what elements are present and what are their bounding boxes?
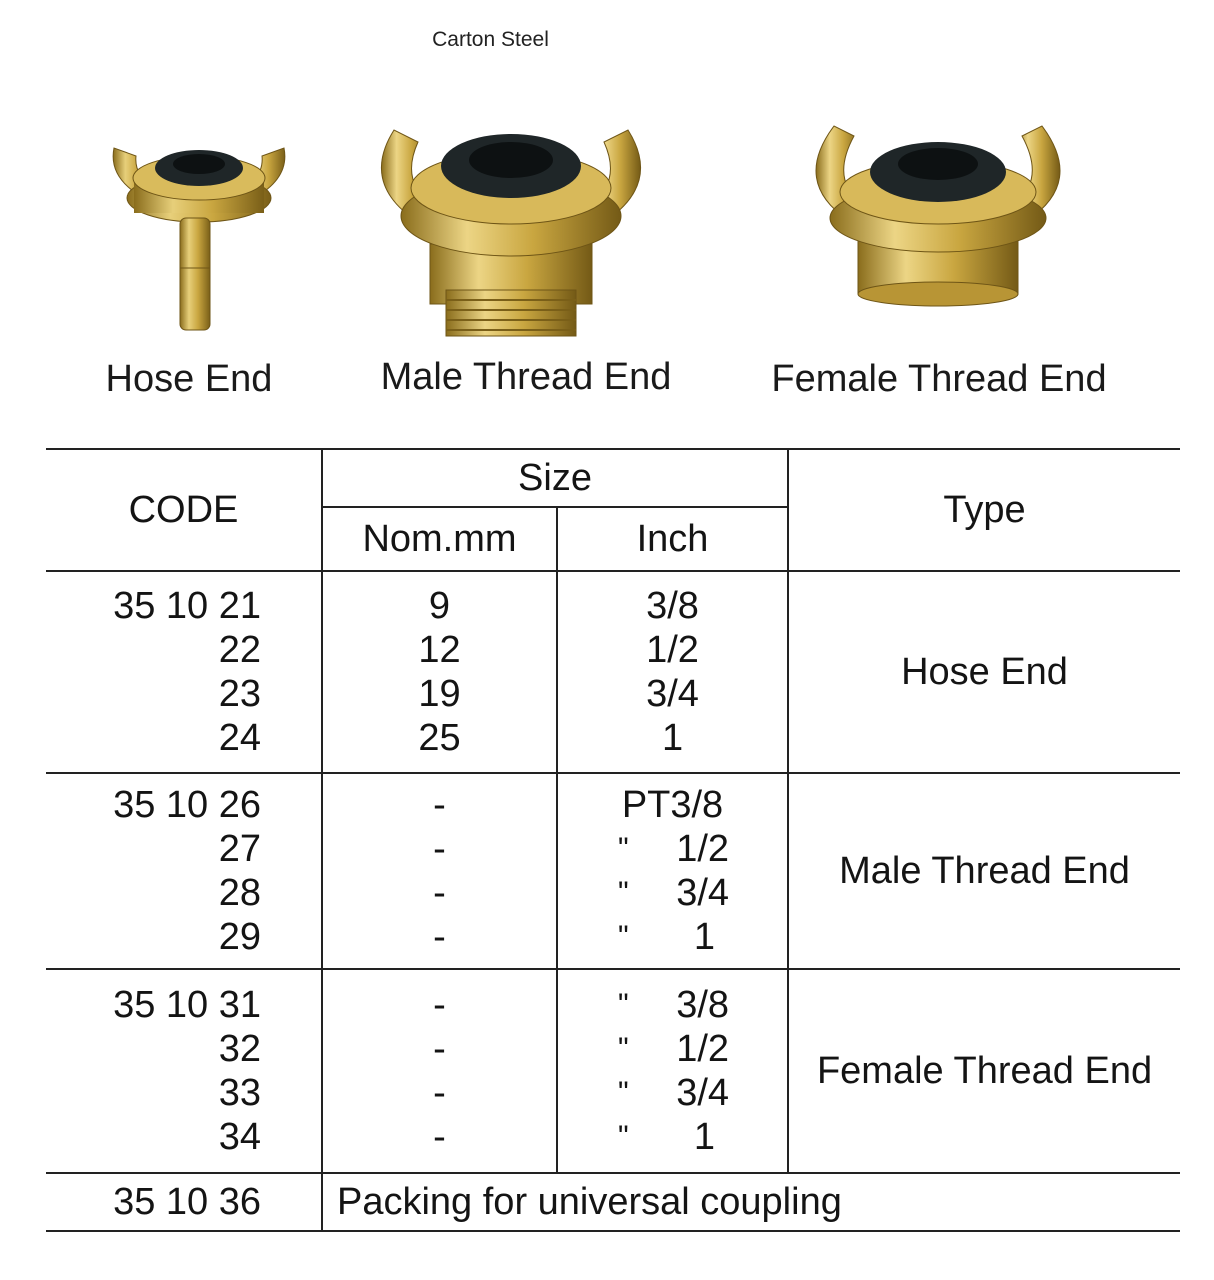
female-thread-label: Female Thread End (771, 358, 1107, 400)
inch-item (558, 1027, 787, 1071)
code-item: 29 (218, 916, 261, 958)
code-item: 35 10 31 (113, 984, 261, 1026)
code-item: 24 (218, 717, 261, 759)
header-code: CODE (46, 449, 322, 571)
inch-value: 1/2 (676, 1028, 730, 1070)
code-item: 35 10 36 (113, 1181, 261, 1223)
nom-mm-item: 25 (418, 717, 461, 759)
packing-code (46, 1173, 322, 1231)
code-list (46, 969, 322, 1173)
code-item: 33 (218, 1072, 261, 1114)
nom-mm-item: - (433, 872, 446, 914)
inch-value: 3/8 (676, 984, 730, 1026)
code-list (46, 773, 322, 969)
type-female-thread-end: Female Thread End (788, 969, 1180, 1173)
code-item: 32 (218, 1028, 261, 1070)
code-item: 35 10 21 (113, 585, 261, 627)
table-row-packing (46, 1173, 1180, 1231)
inch-list (557, 969, 788, 1173)
header-size: Size (322, 449, 788, 507)
type-hose-end: Hose End (788, 571, 1180, 773)
nom-mm-item: - (433, 1116, 446, 1158)
hose-end-label: Hose End (105, 358, 273, 400)
nom-mm-item: - (433, 1028, 446, 1070)
inch-value: 1/2 (676, 828, 730, 870)
header-nom-mm: Nom.mm (322, 507, 557, 571)
inch-value: 3/4 (676, 872, 730, 914)
code-item: 34 (218, 1116, 261, 1158)
nom-mm-item: - (433, 784, 446, 826)
ditto-mark: " (618, 920, 629, 953)
inch-list (557, 571, 788, 773)
nom-mm-item: - (433, 916, 446, 958)
inch-item: 3/8 (646, 585, 699, 627)
nom-mm-item: 9 (428, 585, 451, 627)
table-row-group (46, 969, 1180, 1173)
inch-item (558, 915, 787, 959)
ditto-mark: " (618, 988, 629, 1021)
packing-description: Packing for universal coupling (322, 1173, 1180, 1231)
nom-mm-item: - (433, 828, 446, 870)
inch-item (558, 1071, 787, 1115)
header-type: Type (788, 449, 1180, 571)
table-row-group (46, 571, 1180, 773)
code-list (46, 571, 322, 773)
code-item: 35 10 26 (113, 784, 261, 826)
nom-mm-list (322, 571, 557, 773)
female-thread-coupling-photo (800, 112, 1076, 308)
spec-table (46, 448, 1180, 1232)
nom-mm-list (322, 969, 557, 1173)
material-label: Carton Steel (432, 28, 549, 51)
nom-mm-item: 12 (418, 629, 461, 671)
male-thread-label: Male Thread End (380, 356, 672, 398)
inch-item (558, 983, 787, 1027)
hose-end-coupling-photo (104, 118, 294, 338)
hose-end-product (104, 118, 294, 338)
inch-value: 3/4 (676, 1072, 730, 1114)
inch-item: 3/4 (646, 673, 699, 715)
inch-item: PT3/8 (621, 784, 724, 826)
female-thread-product (800, 112, 1076, 308)
inch-value: 1 (693, 1116, 716, 1158)
type-male-thread-end: Male Thread End (788, 773, 1180, 969)
inch-item: 1 (661, 717, 684, 759)
code-item: 27 (218, 828, 261, 870)
code-item: 23 (218, 673, 261, 715)
inch-list (557, 773, 788, 969)
code-item: 28 (218, 872, 261, 914)
ditto-mark: " (618, 876, 629, 909)
code-item: 22 (218, 629, 261, 671)
inch-item (558, 871, 787, 915)
inch-value: 1 (693, 916, 716, 958)
table-row-group (46, 773, 1180, 969)
male-thread-product (366, 104, 656, 340)
ditto-mark: " (618, 1032, 629, 1065)
nom-mm-list (322, 773, 557, 969)
ditto-mark: " (618, 1076, 629, 1109)
inch-item: 1/2 (646, 629, 699, 671)
nom-mm-item: - (433, 984, 446, 1026)
header-inch: Inch (557, 507, 788, 571)
inch-item (558, 827, 787, 871)
male-thread-coupling-photo (366, 104, 656, 340)
ditto-mark: " (618, 1120, 629, 1153)
nom-mm-item: 19 (418, 673, 461, 715)
nom-mm-item: - (433, 1072, 446, 1114)
inch-item (558, 1115, 787, 1159)
ditto-mark: " (618, 832, 629, 865)
